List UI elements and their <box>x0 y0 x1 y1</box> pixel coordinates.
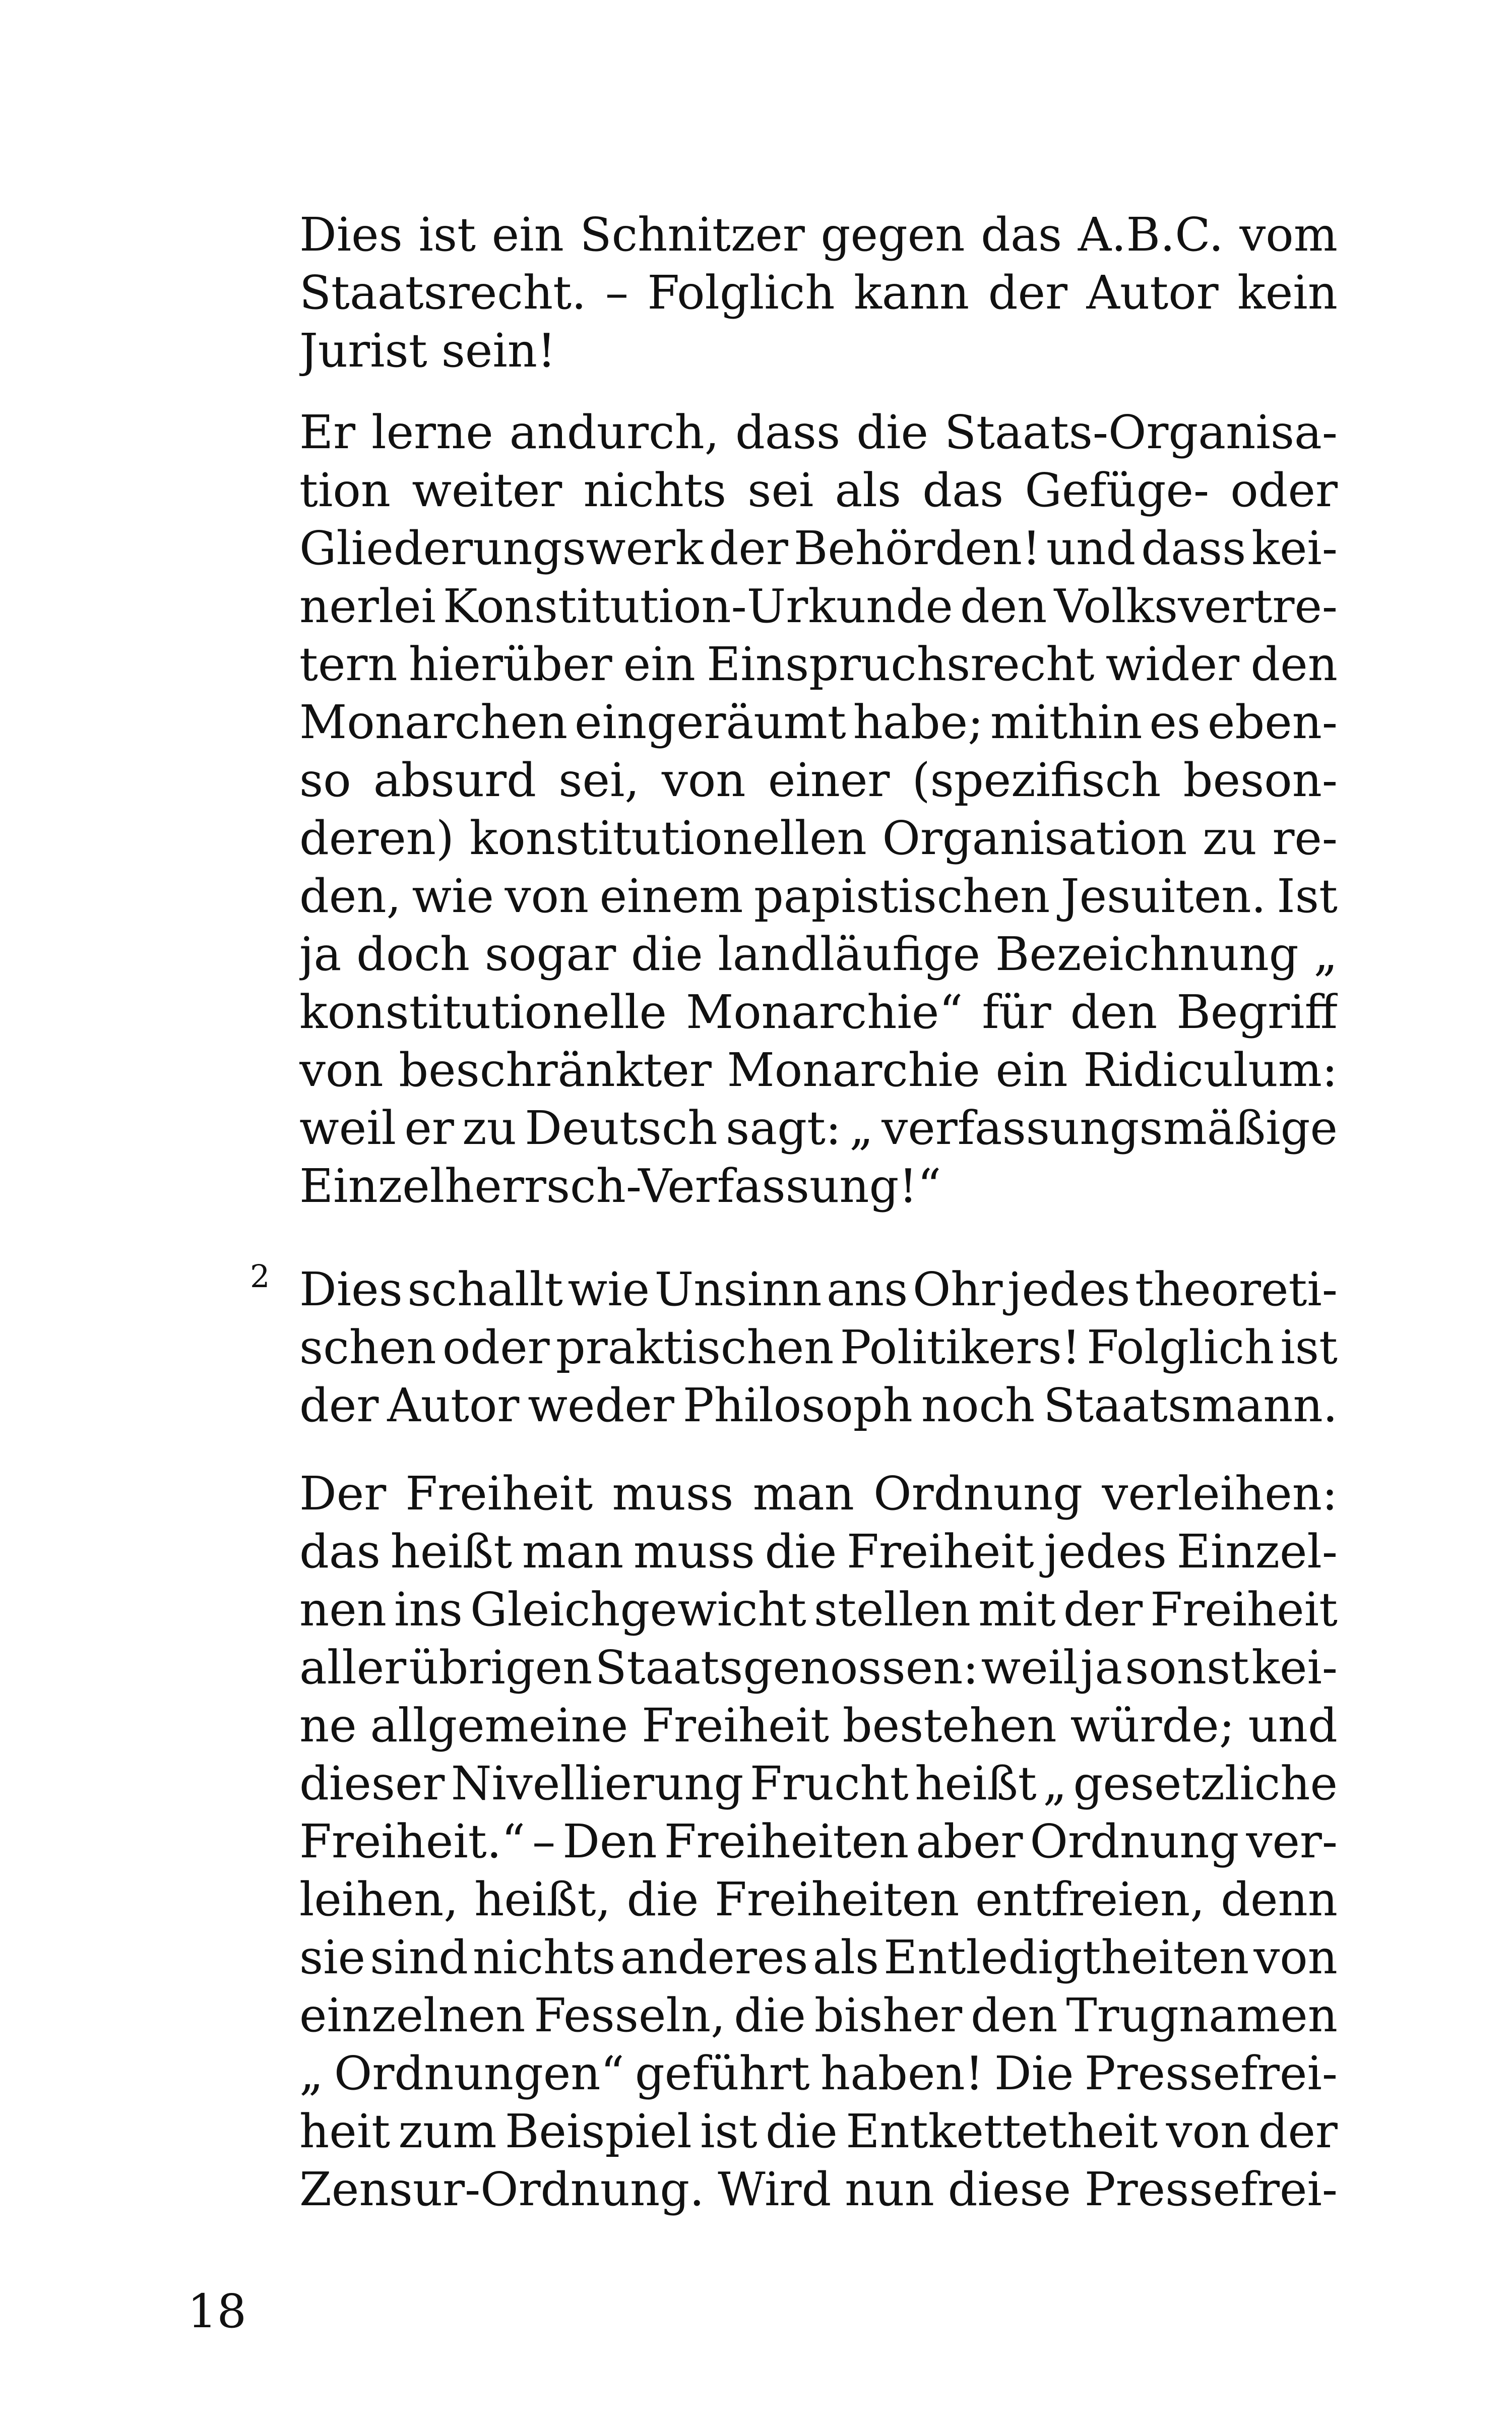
text-line: Dies schallt wie Unsinn ans Ohr jedes theoreti- <box>299 1262 1338 1316</box>
paragraph <box>299 1465 1338 2218</box>
text-line: tern hierüber ein Einspruchsrecht wider den <box>299 637 1338 691</box>
text-line: Staatsrecht. – Folglich kann der Autor kein <box>299 266 1338 320</box>
footnote-marker: 2 <box>250 1258 270 1295</box>
text-line: Dies ist ein Schnitzer gegen das A.B.C. vom <box>299 208 1338 262</box>
text-line: Einzelherrsch-Verfassung!“ <box>299 1159 941 1213</box>
text-line: so absurd sei, von einer (spezifisch beson- <box>299 753 1338 807</box>
text-line: weil er zu Deutsch sagt: „ verfassungsmäßige <box>299 1101 1338 1155</box>
text-line: konstitutionelle Monarchie“ für den Begriff <box>299 985 1338 1039</box>
text-line: der Autor weder Philosoph noch Staatsmann. <box>299 1378 1338 1432</box>
text-line: schen oder praktischen Politikers! Folglich ist <box>299 1320 1338 1374</box>
text-line: Freiheit.“ – Den Freiheiten aber Ordnung ver- <box>299 1814 1338 1868</box>
text-line: Gliederungswerk der Behörden! und dass kei- <box>299 521 1338 575</box>
text-line: einzelnen Fesseln, die bisher den Trugnamen <box>299 1988 1338 2042</box>
text-line: sie sind nichts anderes als Entledigtheiten von <box>299 1930 1338 1984</box>
page-number: 18 <box>187 2284 247 2338</box>
text-line: Er lerne andurch, dass die Staats-Organisa- <box>299 405 1338 459</box>
text-line: Jurist sein! <box>299 324 556 378</box>
text-line: dieser Nivellierung Frucht heißt „ gesetzliche <box>299 1757 1338 1810</box>
text-line: Zensur-Ordnung. Wird nun diese Pressefrei- <box>299 2162 1338 2216</box>
text-line: Der Freiheit muss man Ordnung verleihen: <box>299 1467 1338 1521</box>
text-line: „ Ordnungen“ geführt haben! Die Pressefrei- <box>299 2046 1338 2100</box>
text-line: heit zum Beispiel ist die Entkettetheit von der <box>299 2104 1338 2158</box>
text-line: den, wie von einem papistischen Jesuiten. Ist <box>299 869 1338 923</box>
text-line: deren) konstitutionellen Organisation zu re- <box>299 811 1338 865</box>
text-line: ja doch sogar die landläufige Bezeichnung „ <box>299 927 1338 981</box>
text-line: aller übrigen Staatsgenossen: weil ja sonst kei- <box>299 1641 1338 1695</box>
text-line: tion weiter nichts sei als das Gefüge- oder <box>299 463 1338 517</box>
text-line: nen ins Gleichgewicht stellen mit der Freiheit <box>299 1583 1338 1637</box>
text-line: nerlei Konstitution-Urkunde den Volksvertre- <box>299 579 1338 633</box>
text-line: ne allgemeine Freiheit bestehen würde; und <box>299 1699 1338 1752</box>
text-line: das heißt man muss die Freiheit jedes Einzel- <box>299 1525 1338 1579</box>
text-line: von beschränkter Monarchie ein Ridiculum: <box>299 1043 1338 1097</box>
paragraph <box>299 1260 1338 1434</box>
text-line: Monarchen eingeräumt habe; mithin es eben- <box>299 695 1338 749</box>
paragraph <box>299 206 1338 380</box>
paragraph <box>299 403 1338 1215</box>
text-line: leihen, heißt, die Freiheiten entfreien, denn <box>299 1872 1338 1926</box>
